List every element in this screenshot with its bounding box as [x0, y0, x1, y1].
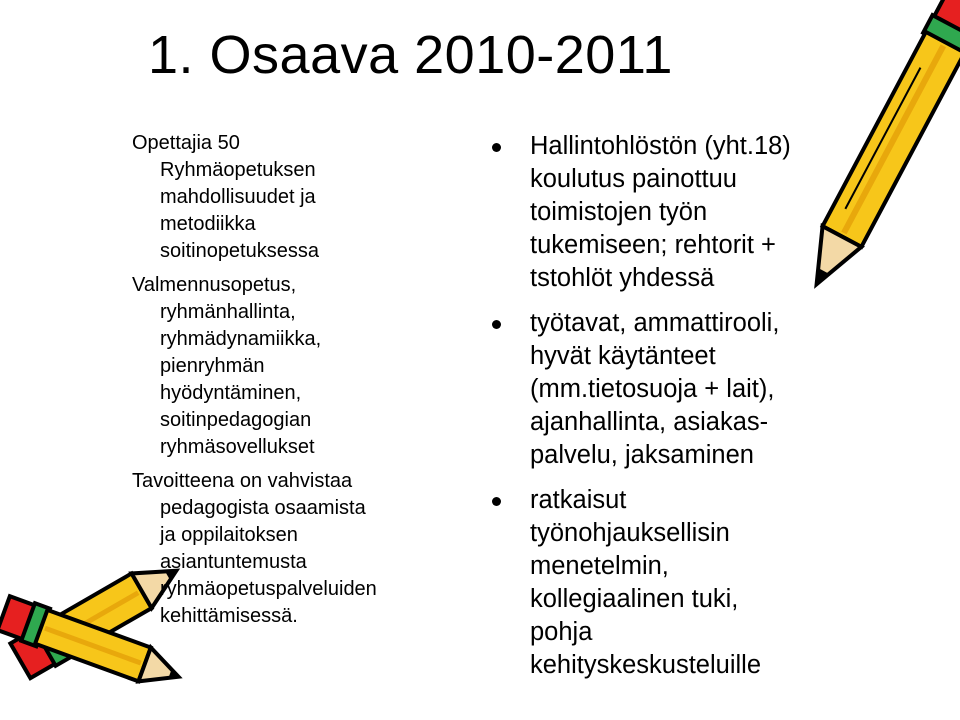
bullet-line: kehityskeskusteluille — [530, 651, 762, 679]
bullet-line: työtavat, ammattirooli, — [530, 309, 780, 337]
left-block-teachers — [132, 130, 492, 265]
bullet-line: pohja — [530, 618, 593, 646]
bullet-line: menetelmin, — [530, 552, 669, 580]
bullet-icon — [492, 497, 501, 506]
left-block-goal — [132, 468, 492, 630]
left-block-coaching — [132, 272, 492, 461]
left-line: soitinpedagogian — [160, 409, 312, 431]
right-bullet-column — [486, 130, 886, 694]
left-line: ja oppilaitoksen — [160, 524, 298, 546]
left-line: Ryhmäopetuksen — [160, 159, 316, 181]
bullet-line: ajanhallinta, asiakas- — [530, 408, 769, 436]
bullet-line: Hallintohlöstön (yht.18) — [530, 132, 791, 160]
bullet-item-solutions — [486, 484, 886, 682]
bullet-line: (mm.tietosuoja + lait), — [530, 375, 775, 403]
bullet-line: kollegiaalinen tuki, — [530, 585, 739, 613]
bullet-item-admin-staff — [486, 130, 886, 295]
left-line: soitinopetuksessa — [160, 240, 319, 262]
left-line: hyödyntäminen, — [160, 382, 302, 404]
bullet-line: työnohjauksellisin — [530, 519, 730, 547]
left-line: ryhmäopetuspalveluiden — [160, 578, 377, 600]
bullet-line: palvelu, jaksaminen — [530, 441, 754, 469]
left-line: kehittämisessä. — [160, 605, 298, 627]
left-line: metodiikka — [160, 213, 256, 235]
left-line: pedagogista osaamista — [160, 497, 366, 519]
left-line: mahdollisuudet ja — [160, 186, 316, 208]
bullet-line: hyvät käytänteet — [530, 342, 716, 370]
slide-title: 1. Osaava 2010-2011 — [148, 25, 673, 85]
left-line: ryhmäsovellukset — [160, 436, 315, 458]
bullet-line: koulutus painottuu — [530, 165, 737, 193]
left-line: ryhmänhallinta, — [160, 301, 296, 323]
bullet-line: ratkaisut — [530, 486, 627, 514]
bullet-icon — [492, 320, 501, 329]
bullet-line: toimistojen työn — [530, 198, 708, 226]
left-line: Valmennusopetus, — [132, 274, 297, 296]
left-line: pienryhmän — [160, 355, 265, 377]
bullet-line: tukemiseen; rehtorit + — [530, 231, 776, 259]
bullet-item-work-methods — [486, 307, 886, 472]
left-text-column — [132, 130, 492, 637]
bullet-line: tstohlöt yhdessä — [530, 264, 715, 292]
left-line: ryhmädynamiikka, — [160, 328, 322, 350]
left-line: asiantuntemusta — [160, 551, 307, 573]
left-line: Opettajia 50 — [132, 132, 240, 154]
bullet-icon — [492, 143, 501, 152]
left-line: Tavoitteena on vahvistaa — [132, 470, 353, 492]
